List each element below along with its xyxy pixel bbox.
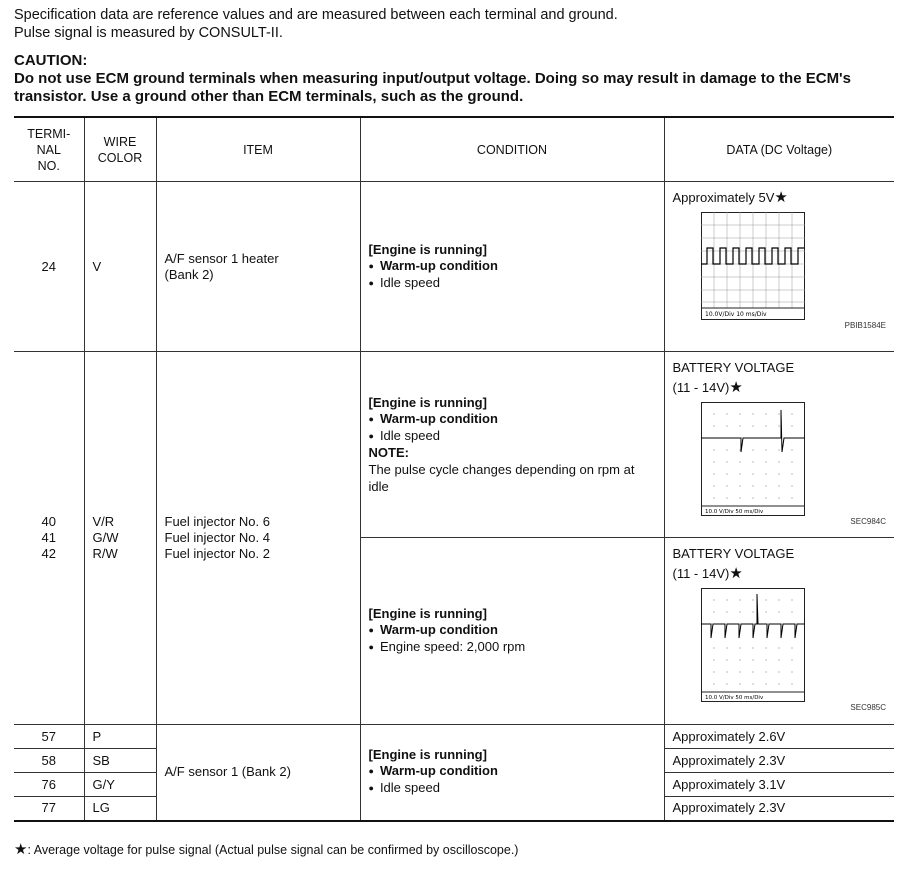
table-row <box>14 182 894 352</box>
condition-bullet: ● Warm-up condition <box>369 622 656 639</box>
header-terminal-l3: NO. <box>37 158 60 173</box>
footnote-text: : Average voltage for pulse signal (Actual pulse signal can be confirmed by oscilloscope.) <box>27 843 519 857</box>
data-value-range: (11 - 14V) <box>672 566 730 581</box>
condition-bullet: ● Idle speed <box>369 275 656 292</box>
wire-color-2: G/W <box>92 530 119 545</box>
intro-line-2: Pulse signal is measured by CONSULT-II. <box>14 25 283 41</box>
terminal-no: 57 <box>14 725 84 749</box>
ecm-terminal-table <box>14 116 894 822</box>
wire-color: V <box>84 182 156 352</box>
condition-head: [Engine is running] <box>368 241 487 257</box>
condition-head: [Engine is running] <box>368 606 487 621</box>
header-condition: CONDITION <box>360 117 664 182</box>
wire-color-1: V/R <box>92 514 115 529</box>
figure-code: SEC984C <box>850 517 886 526</box>
item-text: Fuel injector No. 4 <box>164 530 270 545</box>
scope-scale-label: 10.0 V/Div 50 ms/Div <box>704 695 763 701</box>
intro-text <box>14 6 894 42</box>
note-heading: NOTE: <box>368 444 409 460</box>
item-cell <box>156 182 360 352</box>
condition-bullet: ● Idle speed <box>369 780 656 797</box>
condition-cell <box>360 182 664 352</box>
wire-color: LG <box>84 797 156 821</box>
condition-bullet: ● Idle speed <box>369 428 656 445</box>
data-value: Approximately 3.1V <box>664 773 894 797</box>
terminal-no <box>14 352 84 725</box>
condition-head: [Engine is running] <box>368 394 487 410</box>
header-terminal <box>14 117 84 182</box>
header-data: DATA (DC Voltage) <box>664 117 894 182</box>
oscilloscope-waveform-image <box>701 212 805 320</box>
data-value: Approximately 2.3V <box>664 749 894 773</box>
terminal-no-42: 42 <box>41 546 56 561</box>
item-text: Fuel injector No. 2 <box>164 546 270 561</box>
table-header-row <box>14 117 894 182</box>
condition-cell <box>360 352 664 538</box>
table-row <box>14 352 894 538</box>
header-terminal-l2: NAL <box>36 142 61 157</box>
item-cell <box>156 352 360 725</box>
data-cell <box>664 352 894 538</box>
condition-cell <box>360 538 664 725</box>
figure-code: SEC985C <box>850 703 886 712</box>
condition-head: [Engine is running] <box>368 747 487 763</box>
scope-scale-label: 10.0 V/Div 50 ms/Div <box>704 509 763 515</box>
footnote <box>14 840 518 858</box>
item-text: A/F sensor 1 heater <box>164 250 279 266</box>
wire-color <box>84 352 156 725</box>
header-wire-l2: COLOR <box>97 150 143 165</box>
data-cell <box>664 182 894 352</box>
caution-title: CAUTION: <box>14 52 88 69</box>
terminal-no: 24 <box>14 182 84 352</box>
header-wire-color <box>84 117 156 182</box>
star-icon: ★ <box>729 379 743 396</box>
data-cell <box>664 538 894 725</box>
header-item: ITEM <box>156 117 360 182</box>
terminal-no-40: 40 <box>41 514 56 529</box>
wire-color: G/Y <box>84 773 156 797</box>
data-value: BATTERY VOLTAGE <box>672 546 795 561</box>
data-value: BATTERY VOLTAGE <box>672 360 795 375</box>
terminal-no-41: 41 <box>41 530 56 545</box>
intro-line-1: Specification data are reference values and are measured between each terminal and ground. <box>14 7 618 23</box>
terminal-no: 77 <box>14 797 84 821</box>
star-icon: ★ <box>774 189 788 206</box>
item-text: Fuel injector No. 6 <box>164 514 270 529</box>
data-value: Approximately 5V <box>672 190 775 205</box>
item-text-2: (Bank 2) <box>164 266 214 282</box>
star-icon: ★ <box>729 565 743 582</box>
header-terminal-l1: TERMI- <box>27 126 71 141</box>
item-cell: A/F sensor 1 (Bank 2) <box>156 725 360 821</box>
terminal-no: 76 <box>14 773 84 797</box>
condition-bullet: ● Engine speed: 2,000 rpm <box>369 639 656 656</box>
wire-color: P <box>84 725 156 749</box>
condition-bullet: ● Warm-up condition <box>369 258 656 275</box>
data-value-range: (11 - 14V) <box>672 380 730 395</box>
oscilloscope-waveform-image <box>701 588 805 702</box>
condition-bullet: ● Warm-up condition <box>369 411 656 428</box>
figure-code: PBIB1584E <box>844 321 886 330</box>
wire-color: SB <box>84 749 156 773</box>
condition-cell <box>360 725 664 821</box>
oscilloscope-waveform-image <box>701 402 805 516</box>
scope-scale-label: 10.0V/Div 10 ms/Div <box>704 311 767 318</box>
data-value: Approximately 2.6V <box>664 725 894 749</box>
star-icon: ★ <box>14 841 28 858</box>
condition-bullet: ● Warm-up condition <box>369 763 656 780</box>
terminal-no: 58 <box>14 749 84 773</box>
table-row <box>14 725 894 749</box>
wire-color-3: R/W <box>92 546 118 561</box>
note-text: The pulse cycle changes depending on rpm at idle <box>368 461 635 494</box>
header-wire-l1: WIRE <box>103 134 137 149</box>
data-value: Approximately 2.3V <box>664 797 894 821</box>
caution-body: Do not use ECM ground terminals when measuring input/output voltage. Doing so may result in damage to the ECM's transistor. Use a ground other than ECM terminals, such as the ground. <box>14 70 851 105</box>
